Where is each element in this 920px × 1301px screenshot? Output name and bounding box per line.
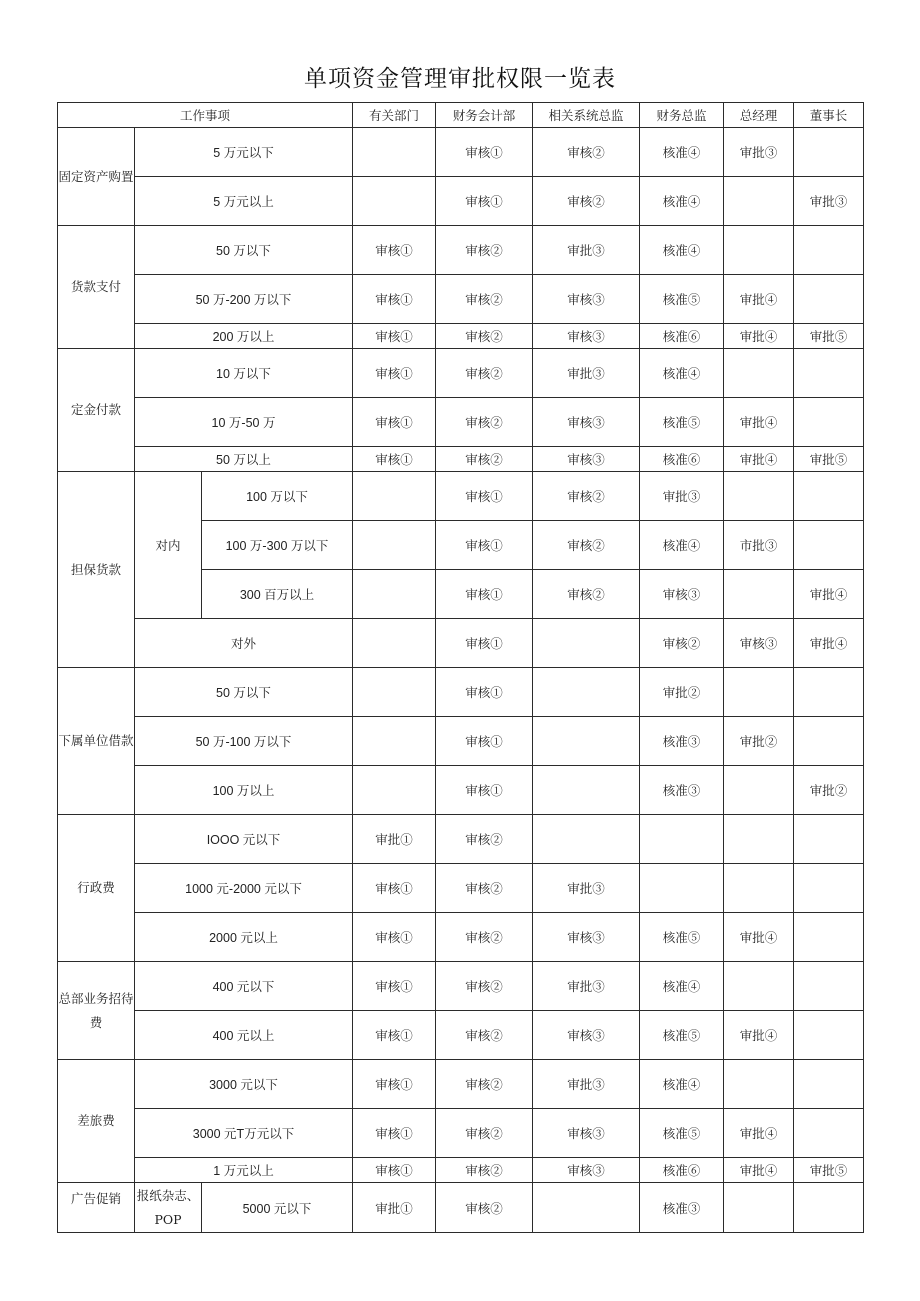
item-cell: 10 万以下: [135, 349, 353, 398]
approval-cell: 核准③: [640, 1183, 724, 1233]
approval-cell: 审批④: [724, 447, 794, 472]
approval-cell: 审核③: [533, 398, 640, 447]
table-row: [58, 717, 864, 766]
approval-cell: 审核②: [436, 398, 533, 447]
approval-cell: 核准⑤: [640, 1011, 724, 1060]
table-row: [58, 913, 864, 962]
approval-cell: 审批④: [724, 1011, 794, 1060]
category-cell: 固定资产购置: [58, 128, 135, 226]
approval-table: [57, 102, 864, 1233]
approval-cell: 审核③: [533, 1011, 640, 1060]
approval-cell: [353, 177, 436, 226]
table-row: [58, 398, 864, 447]
approval-cell: 审批④: [724, 1158, 794, 1183]
approval-cell: 核准⑤: [640, 275, 724, 324]
approval-cell: [794, 962, 864, 1011]
approval-cell: 审核③: [640, 570, 724, 619]
table-row: [58, 177, 864, 226]
approval-cell: [724, 570, 794, 619]
approval-cell: 审核①: [436, 668, 533, 717]
approval-cell: [353, 128, 436, 177]
approval-cell: 审核①: [353, 1109, 436, 1158]
approval-cell: [533, 619, 640, 668]
approval-cell: 市批③: [724, 521, 794, 570]
approval-cell: 核准⑥: [640, 1158, 724, 1183]
item-cell: 2000 元以上: [135, 913, 353, 962]
approval-cell: [640, 815, 724, 864]
approval-cell: 核准④: [640, 521, 724, 570]
table-row: [58, 226, 864, 275]
approval-cell: 审核②: [533, 472, 640, 521]
approval-cell: 审核②: [533, 177, 640, 226]
item-cell: 对外: [135, 619, 353, 668]
approval-cell: 审核②: [436, 913, 533, 962]
approval-cell: 审核②: [436, 1060, 533, 1109]
approval-cell: 核准⑥: [640, 447, 724, 472]
item-cell: 10 万-50 万: [135, 398, 353, 447]
approval-cell: 审核②: [436, 864, 533, 913]
table-row: [58, 349, 864, 398]
approval-cell: [533, 766, 640, 815]
approval-cell: 审批③: [794, 177, 864, 226]
approval-cell: 审核③: [533, 447, 640, 472]
table-row: [58, 1109, 864, 1158]
approval-cell: 审核①: [353, 1011, 436, 1060]
category-cell: 定金付款: [58, 349, 135, 472]
approval-cell: 核准④: [640, 226, 724, 275]
approval-cell: [794, 275, 864, 324]
approval-cell: [353, 668, 436, 717]
table-row: [58, 1011, 864, 1060]
table-row: [58, 1060, 864, 1109]
approval-cell: 审批③: [533, 349, 640, 398]
table-row: [58, 275, 864, 324]
item-cell: 50 万以下: [135, 668, 353, 717]
approval-cell: 审批④: [794, 570, 864, 619]
item-cell: 1 万元以上: [135, 1158, 353, 1183]
approval-cell: 审核①: [436, 619, 533, 668]
approval-cell: [794, 349, 864, 398]
category-cell: 下属单位借款: [58, 668, 135, 815]
header-row: [58, 103, 864, 128]
approval-cell: 审核①: [353, 913, 436, 962]
approval-cell: [533, 717, 640, 766]
approval-cell: 审核①: [436, 717, 533, 766]
item-cell: 50 万以下: [135, 226, 353, 275]
column-header: 总经理: [724, 103, 794, 128]
approval-cell: 核准④: [640, 1060, 724, 1109]
approval-cell: 审批③: [724, 128, 794, 177]
category-cell: 差旅费: [58, 1060, 135, 1183]
approval-cell: 审批④: [724, 913, 794, 962]
approval-cell: [794, 398, 864, 447]
approval-cell: 审核②: [436, 1011, 533, 1060]
page-title: 单项资金管理审批权限一览表: [304, 66, 616, 92]
approval-cell: 审核②: [436, 1158, 533, 1183]
approval-cell: 核准⑥: [640, 324, 724, 349]
item-cell: 5 万元以上: [135, 177, 353, 226]
approval-cell: 审核①: [353, 398, 436, 447]
approval-cell: [724, 815, 794, 864]
item-cell: 100 万以上: [135, 766, 353, 815]
approval-cell: 审批②: [794, 766, 864, 815]
item-cell: 400 元以下: [135, 962, 353, 1011]
approval-cell: [724, 668, 794, 717]
approval-cell: [724, 766, 794, 815]
column-header: 有关部门: [353, 103, 436, 128]
approval-cell: [794, 1109, 864, 1158]
approval-cell: 审核②: [436, 962, 533, 1011]
approval-cell: 审批③: [533, 864, 640, 913]
approval-cell: [794, 226, 864, 275]
approval-cell: 审核②: [533, 570, 640, 619]
approval-cell: 审批③: [533, 226, 640, 275]
approval-cell: [794, 521, 864, 570]
approval-cell: 审核①: [436, 570, 533, 619]
approval-cell: 审核①: [353, 275, 436, 324]
column-header: 相关系统总监: [533, 103, 640, 128]
approval-cell: [533, 815, 640, 864]
item-cell: 300 百万以上: [202, 570, 353, 619]
approval-cell: 审核②: [436, 349, 533, 398]
approval-cell: [794, 1011, 864, 1060]
approval-cell: [353, 521, 436, 570]
table-row: [58, 766, 864, 815]
approval-cell: [640, 864, 724, 913]
approval-cell: 核准④: [640, 177, 724, 226]
approval-cell: 审批②: [640, 668, 724, 717]
approval-cell: [794, 668, 864, 717]
approval-cell: [353, 570, 436, 619]
approval-cell: [794, 717, 864, 766]
approval-cell: 审核③: [533, 275, 640, 324]
approval-cell: 审核②: [436, 815, 533, 864]
approval-cell: 核准③: [640, 717, 724, 766]
approval-cell: 审批④: [724, 398, 794, 447]
approval-cell: 核准③: [640, 766, 724, 815]
approval-cell: 核准⑤: [640, 1109, 724, 1158]
table-row: [58, 128, 864, 177]
item-cell: 50 万-200 万以下: [135, 275, 353, 324]
approval-cell: 审核②: [436, 1183, 533, 1233]
approval-cell: [794, 864, 864, 913]
table-row: [58, 447, 864, 472]
table-row: [58, 1183, 864, 1233]
category-cell: 担保货款: [58, 472, 135, 668]
approval-cell: [794, 913, 864, 962]
table-row: [58, 962, 864, 1011]
approval-cell: 审核③: [533, 913, 640, 962]
approval-cell: 审核①: [436, 766, 533, 815]
approval-cell: 审核②: [436, 324, 533, 349]
approval-cell: 核准⑤: [640, 398, 724, 447]
table-row: [58, 472, 864, 521]
category-cell: 广告促销: [58, 1183, 135, 1233]
approval-cell: [724, 864, 794, 913]
approval-cell: 审核②: [436, 1109, 533, 1158]
category-cell: 行政费: [58, 815, 135, 962]
approval-cell: [794, 1183, 864, 1233]
approval-cell: 核准④: [640, 349, 724, 398]
column-header: 工作事项: [58, 103, 353, 128]
approval-cell: 审核②: [640, 619, 724, 668]
approval-cell: 核准④: [640, 962, 724, 1011]
approval-cell: 审批⑤: [794, 1158, 864, 1183]
approval-cell: [794, 472, 864, 521]
approval-cell: 审批④: [724, 1109, 794, 1158]
approval-cell: 审核①: [436, 521, 533, 570]
approval-cell: 审核①: [353, 226, 436, 275]
approval-cell: 审批②: [724, 717, 794, 766]
item-cell: 1000 元-2000 元以下: [135, 864, 353, 913]
table-row: [58, 324, 864, 349]
approval-cell: 核准⑤: [640, 913, 724, 962]
approval-cell: 审核②: [436, 275, 533, 324]
table-row: [58, 864, 864, 913]
approval-cell: [353, 472, 436, 521]
approval-cell: [724, 472, 794, 521]
approval-cell: [533, 668, 640, 717]
approval-cell: 审批④: [724, 275, 794, 324]
approval-cell: [794, 1060, 864, 1109]
approval-cell: 审批③: [533, 1060, 640, 1109]
approval-cell: [353, 717, 436, 766]
approval-cell: 审核①: [436, 472, 533, 521]
approval-cell: 审批⑤: [794, 324, 864, 349]
approval-cell: [724, 226, 794, 275]
item-cell: 5 万元以下: [135, 128, 353, 177]
approval-cell: [794, 815, 864, 864]
item-cell: 100 万以下: [202, 472, 353, 521]
approval-cell: 审核②: [436, 447, 533, 472]
approval-cell: 审核③: [533, 324, 640, 349]
item-cell: 400 元以上: [135, 1011, 353, 1060]
approval-cell: 审核③: [724, 619, 794, 668]
approval-cell: 审核②: [436, 226, 533, 275]
approval-cell: [724, 349, 794, 398]
category-cell: 总部业务招待费: [58, 962, 135, 1060]
approval-cell: 审批④: [724, 324, 794, 349]
approval-cell: 审核①: [353, 349, 436, 398]
column-header: 财务会计部: [436, 103, 533, 128]
approval-cell: [353, 619, 436, 668]
approval-cell: 审核①: [353, 447, 436, 472]
table-row: [58, 668, 864, 717]
approval-cell: [724, 1060, 794, 1109]
subcategory-cell: 对内: [135, 472, 202, 619]
approval-cell: 审核①: [353, 962, 436, 1011]
item-cell: 50 万-100 万以下: [135, 717, 353, 766]
approval-cell: 审核②: [533, 128, 640, 177]
column-header: 财务总监: [640, 103, 724, 128]
approval-cell: 审核①: [353, 1060, 436, 1109]
approval-cell: 审核①: [353, 1158, 436, 1183]
table-row: [58, 1158, 864, 1183]
item-cell: IOOO 元以下: [135, 815, 353, 864]
approval-cell: 审核②: [533, 521, 640, 570]
item-cell: 3000 元T万元以下: [135, 1109, 353, 1158]
item-cell: 100 万-300 万以下: [202, 521, 353, 570]
approval-cell: 审批⑤: [794, 447, 864, 472]
approval-cell: 审核①: [353, 324, 436, 349]
approval-cell: 审核①: [436, 128, 533, 177]
approval-cell: 审核③: [533, 1158, 640, 1183]
approval-cell: 审核①: [353, 864, 436, 913]
approval-cell: 审批③: [640, 472, 724, 521]
approval-cell: 审批①: [353, 815, 436, 864]
column-header: 董事长: [794, 103, 864, 128]
item-cell: 3000 元以下: [135, 1060, 353, 1109]
approval-cell: 审批③: [533, 962, 640, 1011]
approval-cell: 审批①: [353, 1183, 436, 1233]
approval-cell: 审批④: [794, 619, 864, 668]
category-cell: 货款支付: [58, 226, 135, 349]
approval-cell: [353, 766, 436, 815]
approval-cell: 核准④: [640, 128, 724, 177]
item-cell: 50 万以上: [135, 447, 353, 472]
item-cell: 5000 元以下: [202, 1183, 353, 1233]
approval-cell: [724, 962, 794, 1011]
approval-cell: [724, 1183, 794, 1233]
subcategory-cell: 报纸杂志、POP: [135, 1183, 202, 1233]
approval-cell: [794, 128, 864, 177]
table-row: [58, 815, 864, 864]
approval-cell: 审核①: [436, 177, 533, 226]
approval-cell: 审核③: [533, 1109, 640, 1158]
approval-cell: [724, 177, 794, 226]
item-cell: 200 万以上: [135, 324, 353, 349]
approval-cell: [533, 1183, 640, 1233]
table-row: [58, 619, 864, 668]
